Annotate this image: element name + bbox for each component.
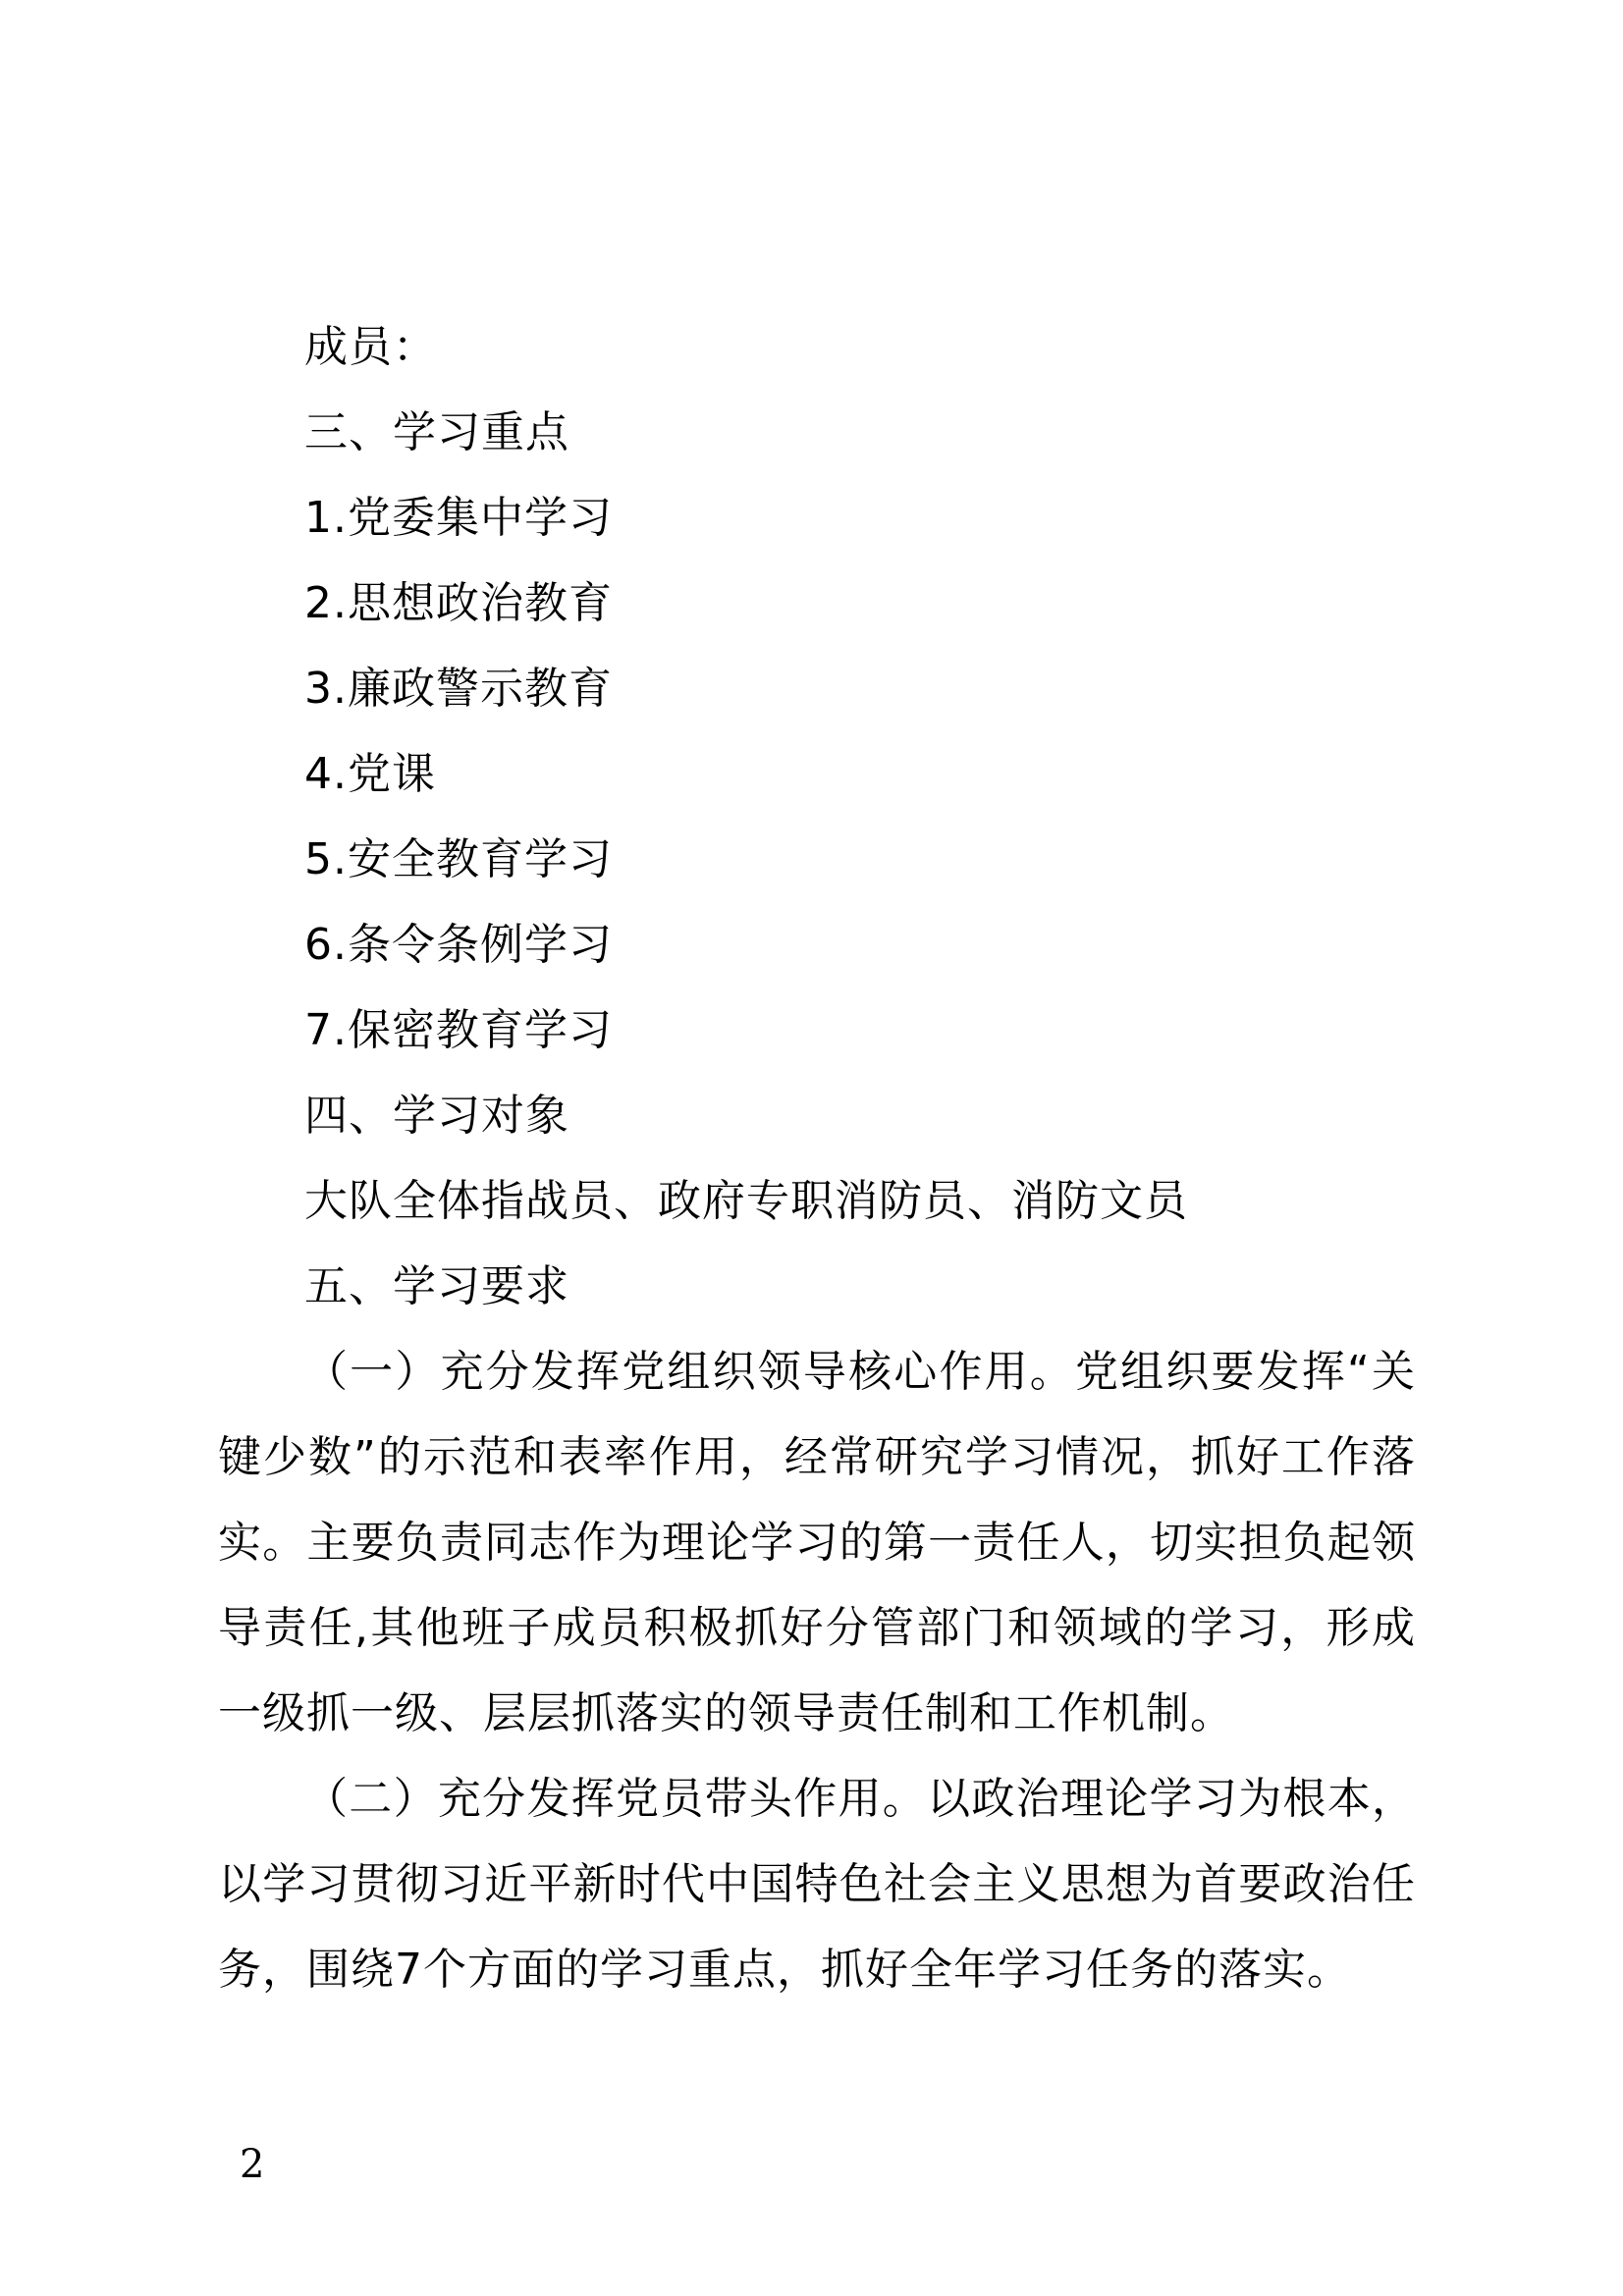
- list-item: 6.条令条例学习: [304, 920, 613, 970]
- section-heading-study-target: 四、学习对象: [304, 1091, 569, 1141]
- document-body: [218, 304, 1416, 2012]
- members-label: 成员：: [304, 322, 437, 372]
- study-target-text: 大队全体指战员、政府专职消防员、消防文员: [304, 1176, 1188, 1226]
- list-item: 3.廉政警示教育: [304, 664, 613, 714]
- list-item: 5.安全教育学习: [304, 834, 613, 884]
- paragraph-party-members: （二）充分发挥党员带头作用。以政治理论学习为根本，以学习贯彻习近平新时代中国特色社会主义思想为首要政治任务，围绕7个方面的学习重点，抓好全年学习任务的落实。: [218, 1774, 1416, 1995]
- list-item: 4.党课: [304, 749, 436, 799]
- paragraph-party-organization: （一）充分发挥党组织领导核心作用。党组织要发挥“关键少数”的示范和表率作用，经常研究学习情况，抓好工作落实。主要负责同志作为理论学习的第一责任人，切实担负起领导责任,其他班子成员积极抓好分管部门和领域的学习，形成一级抓一级、层层抓落实的领导责任制和工作机制。: [218, 1347, 1416, 1738]
- section-heading-study-focus: 三、学习重点: [304, 407, 569, 457]
- section-heading-study-requirements: 五、学习要求: [304, 1261, 569, 1311]
- list-item: 7.保密教育学习: [304, 1005, 613, 1055]
- page-number: 2: [240, 2142, 265, 2187]
- list-item: 1.党委集中学习: [304, 493, 613, 543]
- list-item: 2.思想政治教育: [304, 578, 613, 628]
